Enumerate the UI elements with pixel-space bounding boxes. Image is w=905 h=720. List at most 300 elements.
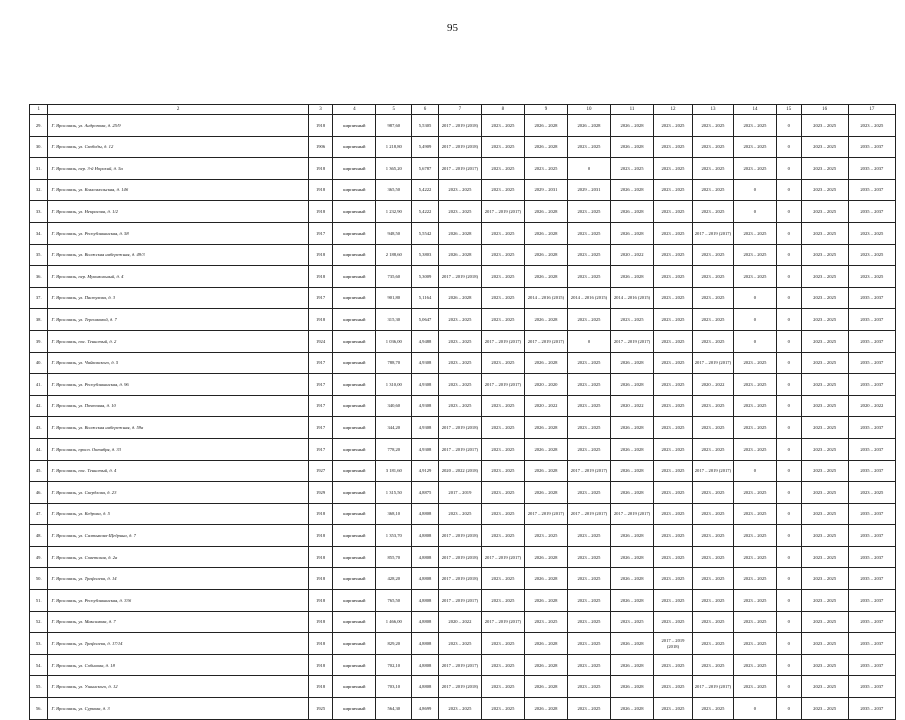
table-cell: 2035 – 2037	[848, 201, 895, 223]
table-cell: 31.	[30, 158, 48, 180]
table-cell: 1925	[308, 698, 333, 720]
table-cell: 2026 – 2028	[610, 482, 653, 504]
table-cell: 2026 – 2028	[524, 590, 567, 612]
table-cell: 2023 – 2025	[692, 330, 733, 352]
table-cell: 1918	[308, 525, 333, 547]
table-cell: 2017 – 2019 (2017)	[692, 222, 733, 244]
table-cell: 2023 – 2025	[654, 546, 693, 568]
table-cell: 2023 – 2025	[654, 287, 693, 309]
table-cell: 2026 – 2028	[610, 654, 653, 676]
table-cell: 2026 – 2028	[438, 287, 481, 309]
table-cell: 2023 – 2025	[567, 633, 610, 655]
address-cell: Г. Ярославль, пер. Мукомольный, д. 4	[48, 266, 308, 288]
table-cell: 2017 – 2019 (2017)	[567, 460, 610, 482]
table-cell: 2023 – 2025	[692, 611, 733, 633]
table-cell: кирпичный	[333, 222, 376, 244]
table-cell: 2017 – 2019 (2017)	[481, 330, 524, 352]
table-cell: 2026 – 2028	[524, 244, 567, 266]
table-cell: 1918	[308, 244, 333, 266]
table-cell: кирпичный	[333, 287, 376, 309]
table-cell: 0	[776, 633, 801, 655]
table-cell: 2023 – 2025	[438, 698, 481, 720]
table-cell: 0	[776, 611, 801, 633]
table-cell: 4,8808	[412, 590, 439, 612]
table-cell: 1 466,00	[376, 611, 412, 633]
table-cell: кирпичный	[333, 698, 376, 720]
table-cell: 948,50	[376, 222, 412, 244]
table-header-row	[30, 105, 896, 115]
table-cell: 40.	[30, 352, 48, 374]
table-cell: 2017 – 2019 (2018)	[438, 546, 481, 568]
table-row	[30, 309, 896, 331]
table-cell: 1918	[308, 633, 333, 655]
table-cell: 2023 – 2025	[438, 503, 481, 525]
table-cell: 564,30	[376, 698, 412, 720]
table-cell: 0	[776, 525, 801, 547]
table-cell: 0	[776, 222, 801, 244]
table-cell: 2026 – 2028	[610, 417, 653, 439]
table-cell: 2023 – 2025	[801, 698, 848, 720]
table-cell: 2023 – 2025	[692, 395, 733, 417]
address-cell: Г. Ярославль, пос. Тенистый, д. 4	[48, 460, 308, 482]
table-cell: 2023 – 2025	[610, 158, 653, 180]
table-cell: 2023 – 2025	[654, 417, 693, 439]
table-cell: 2023 – 2025	[801, 287, 848, 309]
table-cell: 2017 – 2019 (2017)	[438, 438, 481, 460]
table-cell: 2023 – 2025	[801, 654, 848, 676]
table-cell: 4,8808	[412, 503, 439, 525]
table-cell: 5,5305	[412, 115, 439, 137]
table-cell: 2023 – 2025	[733, 568, 776, 590]
table-cell: 33.	[30, 201, 48, 223]
repair-schedule-table	[29, 104, 896, 720]
table-cell: 5,6787	[412, 158, 439, 180]
table-cell: 2035 – 2037	[848, 568, 895, 590]
table-cell: 2026 – 2028	[524, 460, 567, 482]
table-cell: 2023 – 2025	[654, 266, 693, 288]
table-cell: 0	[776, 309, 801, 331]
table-cell: 4,9488	[412, 330, 439, 352]
table-cell: 2023 – 2025	[654, 309, 693, 331]
table-cell: 5,5542	[412, 222, 439, 244]
table-cell: 2023 – 2025	[438, 633, 481, 655]
table-row	[30, 287, 896, 309]
table-row	[30, 611, 896, 633]
column-header-12: 12	[654, 105, 693, 115]
address-cell: Г. Ярославль, ул. Республиканская, д. 96	[48, 374, 308, 396]
table-cell: 2023 – 2025	[610, 309, 653, 331]
table-cell: 2023 – 2025	[801, 417, 848, 439]
address-cell: Г. Ярославль, просп. Октября, д. 33	[48, 438, 308, 460]
table-cell: 0	[776, 287, 801, 309]
table-cell: 2023 – 2025	[848, 482, 895, 504]
table-cell: 2035 – 2037	[848, 438, 895, 460]
table-cell: 2026 – 2028	[610, 698, 653, 720]
table-cell: 4,8808	[412, 676, 439, 698]
table-cell: 1917	[308, 352, 333, 374]
table-cell: 2023 – 2025	[692, 438, 733, 460]
table-cell: 0	[776, 374, 801, 396]
table-cell: 2023 – 2025	[438, 201, 481, 223]
table-row	[30, 654, 896, 676]
table-cell: 4,9308	[412, 374, 439, 396]
table-cell: 2017 – 2019 (2018)	[438, 525, 481, 547]
address-cell: Г. Ярославль, ул. Салтыкова-Щедрина, д. 7	[48, 525, 308, 547]
table-cell: 2023 – 2025	[567, 525, 610, 547]
table-cell: 2023 – 2025	[733, 244, 776, 266]
table-cell: 0	[776, 395, 801, 417]
table-cell: 2023 – 2025	[481, 179, 524, 201]
table-cell: 0	[776, 136, 801, 158]
table-cell: 2023 – 2025	[481, 287, 524, 309]
table-cell: 50.	[30, 568, 48, 590]
table-cell: 2035 – 2037	[848, 309, 895, 331]
table-cell: 0	[776, 417, 801, 439]
table-cell: 344,20	[376, 417, 412, 439]
table-cell: 2017 – 2019 (2017)	[481, 611, 524, 633]
table-cell: кирпичный	[333, 676, 376, 698]
table-row	[30, 266, 896, 288]
table-cell: 2023 – 2025	[524, 525, 567, 547]
table-cell: 2023 – 2025	[733, 222, 776, 244]
column-header-16: 16	[801, 105, 848, 115]
table-cell: 2035 – 2037	[848, 546, 895, 568]
address-cell: Г. Ярославль, ул. Некрасова, д. 1/2	[48, 201, 308, 223]
table-cell: 2020 – 2022	[524, 395, 567, 417]
table-cell: 2017 – 2019 (2018)	[438, 266, 481, 288]
table-cell: 2023 – 2025	[567, 266, 610, 288]
table-cell: 2035 – 2037	[848, 676, 895, 698]
table-cell: 2017 – 2019 (2017)	[692, 676, 733, 698]
table-cell: кирпичный	[333, 266, 376, 288]
table-cell: 2023 – 2025	[654, 460, 693, 482]
table-cell: 2017 – 2019 (2018)	[654, 633, 693, 655]
table-cell: кирпичный	[333, 395, 376, 417]
table-cell: 4,9308	[412, 417, 439, 439]
table-cell: 0	[567, 330, 610, 352]
table-cell: 2026 – 2028	[610, 222, 653, 244]
table-cell: 5,4909	[412, 136, 439, 158]
table-cell: 1918	[308, 546, 333, 568]
table-cell: 2035 – 2037	[848, 503, 895, 525]
table-cell: 901,80	[376, 287, 412, 309]
table-cell: 2026 – 2028	[524, 546, 567, 568]
table-cell: 2023 – 2025	[438, 330, 481, 352]
table-cell: 53.	[30, 633, 48, 655]
table-row	[30, 633, 896, 655]
table-cell: 2023 – 2025	[692, 287, 733, 309]
address-cell: Г. Ярославль, ул. Почтовая, д. 10	[48, 395, 308, 417]
table-cell: кирпичный	[333, 352, 376, 374]
table-cell: 0	[733, 179, 776, 201]
table-cell: 0	[776, 503, 801, 525]
table-cell: 5,0647	[412, 309, 439, 331]
table-cell: кирпичный	[333, 503, 376, 525]
address-cell: Г. Ярославль, пер. 3-й Норский, д. 5а	[48, 158, 308, 180]
table-cell: 2023 – 2025	[801, 611, 848, 633]
table-cell: 2023 – 2025	[654, 654, 693, 676]
table-cell: 2023 – 2025	[654, 374, 693, 396]
table-cell: 2023 – 2025	[801, 503, 848, 525]
table-cell: 0	[776, 158, 801, 180]
table-cell: 2017 – 2019 (2017)	[524, 503, 567, 525]
table-cell: 56.	[30, 698, 48, 720]
table-cell: 2023 – 2025	[481, 460, 524, 482]
table-cell: 2023 – 2025	[481, 633, 524, 655]
table-cell: 2023 – 2025	[801, 330, 848, 352]
table-cell: 2023 – 2025	[438, 352, 481, 374]
table-cell: 2017 – 2019	[438, 482, 481, 504]
table-cell: 2026 – 2028	[610, 590, 653, 612]
table-cell: 2017 – 2019 (2017)	[438, 158, 481, 180]
table-cell: 2023 – 2025	[438, 374, 481, 396]
table-cell: 2023 – 2025	[733, 417, 776, 439]
table-cell: 54.	[30, 654, 48, 676]
column-header-17: 17	[848, 105, 895, 115]
table-cell: кирпичный	[333, 633, 376, 655]
table-cell: 29.	[30, 115, 48, 137]
table-cell: 52.	[30, 611, 48, 633]
table-cell: 2023 – 2025	[692, 136, 733, 158]
table-cell: 2023 – 2025	[481, 482, 524, 504]
table-cell: 0	[733, 460, 776, 482]
table-cell: 2026 – 2028	[524, 417, 567, 439]
table-cell: 4,8875	[412, 482, 439, 504]
table-cell: 32.	[30, 179, 48, 201]
table-cell: 5,4222	[412, 179, 439, 201]
table-cell: 0	[733, 330, 776, 352]
table-cell: 1918	[308, 611, 333, 633]
table-cell: 1906	[308, 136, 333, 158]
table-cell: 5,3803	[412, 244, 439, 266]
table-cell: 2023 – 2025	[481, 158, 524, 180]
column-header-9: 9	[524, 105, 567, 115]
table-row	[30, 136, 896, 158]
table-cell: кирпичный	[333, 460, 376, 482]
table-row	[30, 352, 896, 374]
table-row	[30, 525, 896, 547]
table-cell: кирпичный	[333, 115, 376, 137]
table-cell: 2023 – 2025	[567, 611, 610, 633]
table-cell: 703,10	[376, 676, 412, 698]
table-cell: 2023 – 2025	[567, 244, 610, 266]
table-cell: 1918	[308, 568, 333, 590]
table-cell: 2023 – 2025	[801, 266, 848, 288]
table-cell: 4,9308	[412, 395, 439, 417]
table-cell: 2023 – 2025	[733, 115, 776, 137]
table-cell: 1918	[308, 676, 333, 698]
address-cell: Г. Ярославль, ул. Кедрова, д. 5	[48, 503, 308, 525]
table-cell: кирпичный	[333, 136, 376, 158]
table-cell: 0	[776, 244, 801, 266]
table-cell: 3 181,60	[376, 460, 412, 482]
table-cell: 2023 – 2025	[567, 698, 610, 720]
table-cell: 51.	[30, 590, 48, 612]
table-cell: кирпичный	[333, 374, 376, 396]
table-cell: 2035 – 2037	[848, 287, 895, 309]
table-cell: 735,60	[376, 266, 412, 288]
table-cell: 2023 – 2025	[481, 115, 524, 137]
table-row	[30, 546, 896, 568]
table-cell: 2023 – 2025	[481, 417, 524, 439]
table-cell: 1924	[308, 330, 333, 352]
table-cell: 2035 – 2037	[848, 611, 895, 633]
table-cell: 2026 – 2028	[610, 115, 653, 137]
table-cell: кирпичный	[333, 546, 376, 568]
table-row	[30, 590, 896, 612]
table-cell: 45.	[30, 460, 48, 482]
column-header-11: 11	[610, 105, 653, 115]
table-cell: 1918	[308, 115, 333, 137]
table-cell: 2026 – 2028	[610, 266, 653, 288]
column-header-10: 10	[567, 105, 610, 115]
table-cell: 2023 – 2025	[481, 503, 524, 525]
address-cell: Г. Ярославль, ул. Комсомольская, д. 14б	[48, 179, 308, 201]
table-cell: 2023 – 2025	[692, 201, 733, 223]
table-cell: 2023 – 2025	[692, 590, 733, 612]
table-cell: 702,10	[376, 654, 412, 676]
table-cell: 2023 – 2025	[848, 244, 895, 266]
table-cell: 2026 – 2028	[610, 179, 653, 201]
table-cell: 2026 – 2028	[610, 352, 653, 374]
table-cell: 2023 – 2025	[801, 158, 848, 180]
table-cell: 2023 – 2025	[692, 654, 733, 676]
table-cell: 2023 – 2025	[801, 395, 848, 417]
table-cell: 2026 – 2028	[524, 309, 567, 331]
address-cell: Г. Ярославль, ул. Терешковой, д. 7	[48, 309, 308, 331]
table-cell: 2035 – 2037	[848, 525, 895, 547]
table-cell: 2023 – 2025	[692, 417, 733, 439]
table-cell: 2023 – 2025	[733, 395, 776, 417]
table-cell: 2023 – 2025	[654, 115, 693, 137]
column-header-14: 14	[733, 105, 776, 115]
table-cell: 0	[776, 352, 801, 374]
table-cell: 2023 – 2025	[524, 158, 567, 180]
column-header-2: 2	[48, 105, 308, 115]
table-cell: 0	[776, 482, 801, 504]
table-cell: 2035 – 2037	[848, 352, 895, 374]
table-cell: 2035 – 2037	[848, 590, 895, 612]
table-cell: 2026 – 2028	[524, 633, 567, 655]
table-cell: 2026 – 2028	[524, 136, 567, 158]
table-cell: кирпичный	[333, 482, 376, 504]
table-cell: 2014 – 2016 (2015)	[524, 287, 567, 309]
table-cell: 46.	[30, 482, 48, 504]
address-cell: Г. Ярославль, ул. Трефолева, д. 17/14	[48, 633, 308, 655]
table-cell: кирпичный	[333, 568, 376, 590]
table-cell: 5,1164	[412, 287, 439, 309]
table-cell: 2026 – 2028	[610, 525, 653, 547]
table-cell: 1 232,90	[376, 201, 412, 223]
table-cell: 2026 – 2028	[610, 201, 653, 223]
table-cell: 0	[776, 546, 801, 568]
page-number: 95	[447, 22, 458, 34]
table-cell: 2023 – 2025	[654, 158, 693, 180]
table-row	[30, 417, 896, 439]
table-row	[30, 568, 896, 590]
table-cell: 2023 – 2025	[692, 179, 733, 201]
table-cell: 2023 – 2025	[481, 590, 524, 612]
table-cell: 2023 – 2025	[801, 201, 848, 223]
table-cell: 42.	[30, 395, 48, 417]
table-cell: 2023 – 2025	[733, 136, 776, 158]
address-cell: Г. Ярославль, ул. Республиканская, д. 58	[48, 222, 308, 244]
table-cell: 2035 – 2037	[848, 654, 895, 676]
table-cell: кирпичный	[333, 244, 376, 266]
table-cell: 0	[733, 201, 776, 223]
table-cell: 2023 – 2025	[481, 395, 524, 417]
column-header-1: 1	[30, 105, 48, 115]
table-cell: 2023 – 2025	[692, 633, 733, 655]
address-cell: Г. Ярославль, ул. Трефолева, д. 14	[48, 568, 308, 590]
table-cell: 2017 – 2019 (2017)	[610, 503, 653, 525]
table-cell: 2023 – 2025	[654, 698, 693, 720]
table-cell: 2023 – 2025	[654, 179, 693, 201]
table-cell: 2023 – 2025	[654, 482, 693, 504]
table-cell: 1 310,00	[376, 374, 412, 396]
table-cell: 2017 – 2019 (2017)	[438, 654, 481, 676]
table-cell: 0	[776, 201, 801, 223]
table-row	[30, 330, 896, 352]
table-cell: 2023 – 2025	[801, 374, 848, 396]
table-cell: 34.	[30, 222, 48, 244]
table-cell: 2035 – 2037	[848, 179, 895, 201]
table-cell: 2026 – 2028	[610, 460, 653, 482]
table-cell: 1918	[308, 266, 333, 288]
table-cell: кирпичный	[333, 525, 376, 547]
table-cell: 2035 – 2037	[848, 633, 895, 655]
table-cell: 0	[776, 115, 801, 137]
table-cell: 2023 – 2025	[801, 179, 848, 201]
table-cell: 2023 – 2025	[567, 222, 610, 244]
table-cell: 1917	[308, 438, 333, 460]
table-cell: 2020 – 2022	[438, 611, 481, 633]
table-cell: 2026 – 2028	[610, 676, 653, 698]
table-cell: 1917	[308, 395, 333, 417]
table-cell: 2023 – 2025	[801, 460, 848, 482]
table-cell: 0	[776, 330, 801, 352]
table-cell: 2026 – 2028	[610, 136, 653, 158]
table-cell: 0	[567, 158, 610, 180]
table-cell: 2023 – 2025	[733, 352, 776, 374]
table-cell: 2023 – 2025	[733, 654, 776, 676]
table-cell: 2023 – 2025	[848, 115, 895, 137]
table-cell: 2023 – 2025	[438, 309, 481, 331]
table-cell: 48.	[30, 525, 48, 547]
table-cell: 2026 – 2028	[524, 352, 567, 374]
table-row	[30, 482, 896, 504]
table-cell: 315,30	[376, 309, 412, 331]
address-cell: Г. Ярославль, ул. Волжская набережная, д. 59а	[48, 417, 308, 439]
table-cell: 43.	[30, 417, 48, 439]
table-row	[30, 201, 896, 223]
table-cell: 2026 – 2028	[524, 201, 567, 223]
table-cell: 2023 – 2025	[801, 438, 848, 460]
table-cell: 2035 – 2037	[848, 460, 895, 482]
table-cell: 1 353,70	[376, 525, 412, 547]
table-cell: 2023 – 2025	[801, 352, 848, 374]
table-cell: 36.	[30, 266, 48, 288]
table-cell: 2020 – 2022	[692, 374, 733, 396]
table-cell: 2023 – 2025	[801, 546, 848, 568]
address-cell: Г. Ярославль, ул. Суркова, д. 3	[48, 698, 308, 720]
table-cell: 2023 – 2025	[654, 244, 693, 266]
table-cell: 2023 – 2025	[692, 266, 733, 288]
table-row	[30, 460, 896, 482]
table-cell: 2023 – 2025	[481, 309, 524, 331]
table-row	[30, 244, 896, 266]
table-cell: 4,9308	[412, 438, 439, 460]
